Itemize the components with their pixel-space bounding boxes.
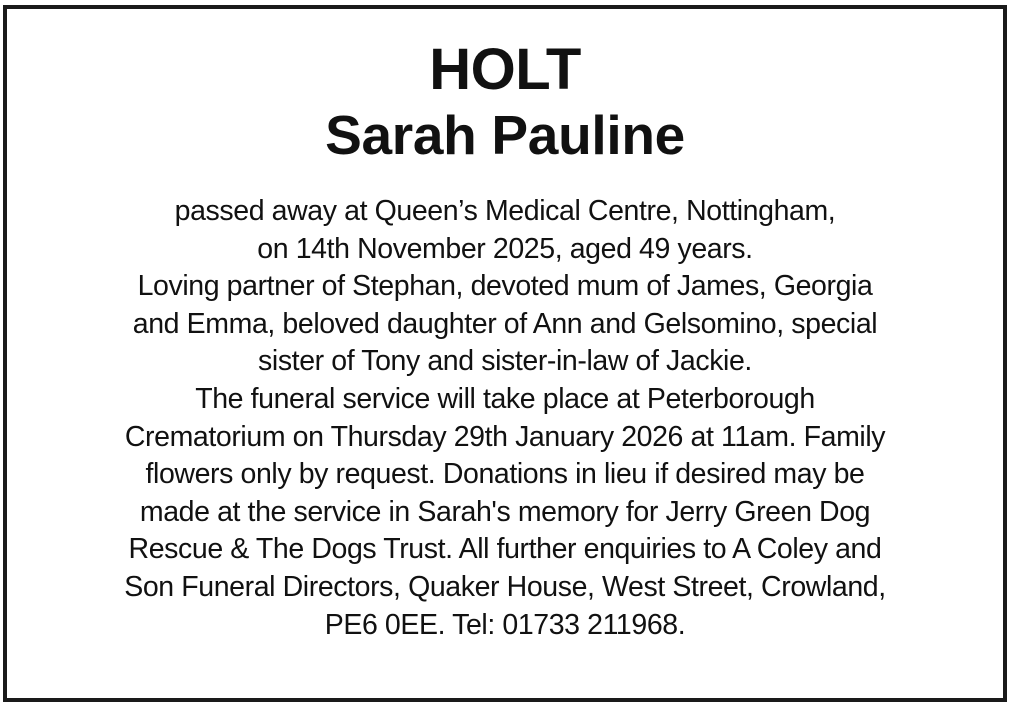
forenames-heading: Sarah Pauline [325,104,685,166]
notice-line: and Emma, beloved daughter of Ann and Gelsomino, special [132,307,878,340]
notice-line: PE6 0EE. Tel: 01733 211968. [324,608,686,641]
notice-line: passed away at Queen’s Medical Centre, Nottingham, [174,195,836,227]
notice-line: Rescue & The Dogs Trust. All further enquiries to A Coley and [128,533,882,566]
notice-line: Son Funeral Directors, Quaker House, West Street, Crowland, [124,570,886,603]
notice-line: Loving partner of Stephan, devoted mum of James, Georgia [137,270,873,303]
notice-line: sister of Tony and sister-in-law of Jackie. [258,345,752,378]
notice-line: made at the service in Sarah's memory for Jerry Green Dog [139,495,871,528]
obituary-notice [3,5,1007,702]
surname-heading: HOLT [429,37,581,102]
notice-body [21,193,989,644]
notice-line: The funeral service will take place at Peterborough [195,382,815,415]
notice-line: flowers only by request. Donations in lieu if desired may be [145,458,865,491]
notice-line: Crematorium on Thursday 29th January 2026 at 11am. Family [124,420,886,453]
notice-line: on 14th November 2025, aged 49 years. [257,232,753,265]
